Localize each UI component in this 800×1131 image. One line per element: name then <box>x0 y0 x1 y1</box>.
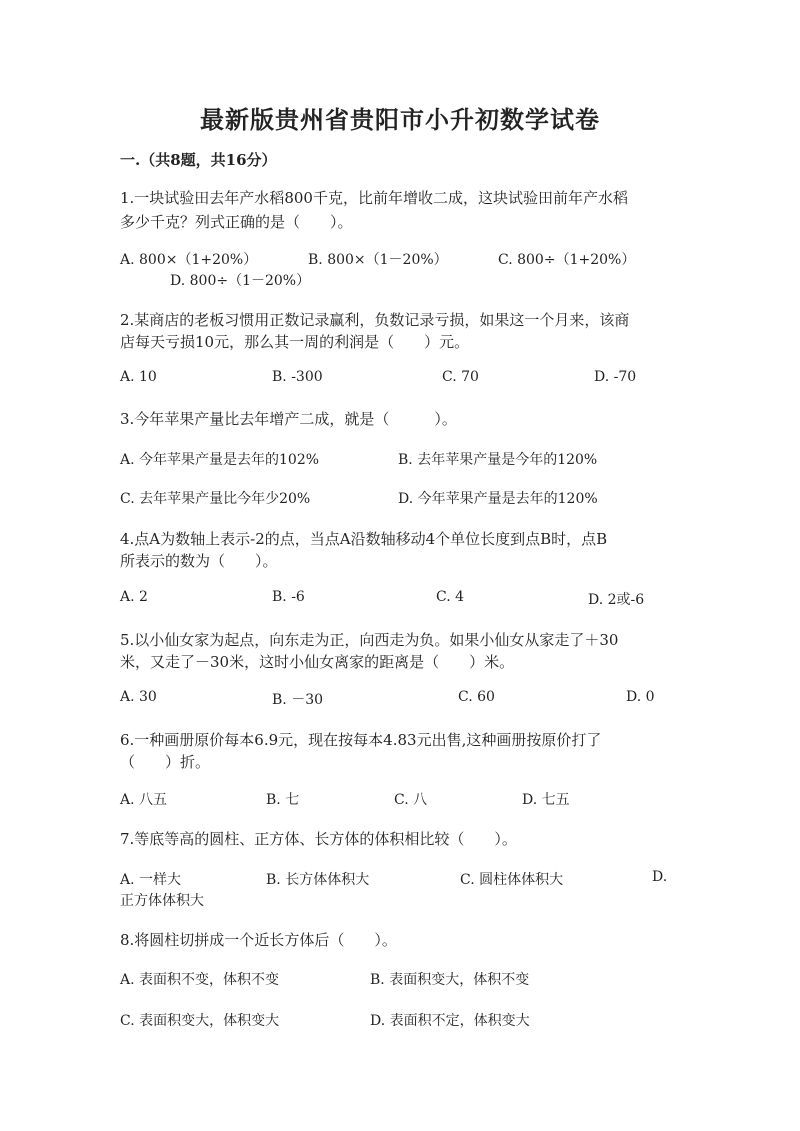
section-heading: 一.（共8题，共16分） <box>120 151 277 169</box>
question-7-option-b: B. 长方体体积大 <box>266 872 370 888</box>
question-4-option-c: C. 4 <box>436 589 465 605</box>
question-3-option-c: C. 去年苹果产量比今年少20% <box>120 491 311 507</box>
question-4-option-d: D. 2或-6 <box>588 592 645 608</box>
question-4-option-b: B. -6 <box>272 589 305 605</box>
question-5-text-line-2: 米，又走了－30米，这时小仙女离家的距离是（ ）米。 <box>120 653 515 671</box>
question-7-option-a: A. 一样大 <box>120 872 182 888</box>
question-6-option-d: D. 七五 <box>522 792 570 808</box>
question-6-option-a: A. 八五 <box>120 792 168 808</box>
question-1-text-line-1: 1.一块试验田去年产水稻800千克，比前年增收二成，这块试验田前年产水稻 <box>120 189 628 207</box>
question-8-option-d: D. 表面积不定，体积变大 <box>370 1013 530 1029</box>
question-2-option-a: A. 10 <box>120 369 157 385</box>
question-6-text-line-1: 6.一种画册原价每本6.9元，现在按每本4.83元出售,这种画册按原价打了 <box>120 731 602 749</box>
question-8-text-line-1: 8.将圆柱切拼成一个近长方体后（ ）。 <box>120 931 397 949</box>
question-6-text-line-2: （ ）折。 <box>120 753 211 771</box>
question-5-option-d: D. 0 <box>626 689 655 705</box>
question-8-option-a: A. 表面积不变，体积不变 <box>120 972 280 988</box>
question-7-option-c: C. 圆柱体体积大 <box>460 872 564 888</box>
question-4-text-line-2: 所表示的数为（ ）。 <box>120 552 278 570</box>
question-4-text-line-1: 4.点A为数轴上表示-2的点，当点A沿数轴移动4个单位长度到点B时，点B <box>120 530 608 548</box>
question-2-option-b: B. -300 <box>272 369 323 385</box>
question-2-option-c: C. 70 <box>442 369 479 385</box>
question-5-option-c: C. 60 <box>458 689 495 705</box>
question-1-option-a: A. 800×（1+20%） <box>120 252 258 268</box>
question-8-option-c: C. 表面积变大，体积变大 <box>120 1013 280 1029</box>
question-3-option-d: D. 今年苹果产量是去年的120% <box>398 491 598 507</box>
question-7-option-d-text: 正方体体积大 <box>120 893 204 909</box>
question-4-option-a: A. 2 <box>120 589 148 605</box>
question-5-option-a: A. 30 <box>120 689 157 705</box>
question-3-option-b: B. 去年苹果产量是今年的120% <box>398 452 598 468</box>
question-2-text-line-1: 2.某商店的老板习惯用正数记录赢利，负数记录亏损，如果这一个月来，该商 <box>120 311 630 329</box>
question-7-option-d-label: D. <box>652 869 668 885</box>
question-2-option-d: D. -70 <box>594 369 637 385</box>
question-1-option-b: B. 800×（1－20%） <box>308 252 448 268</box>
question-1-option-d: D. 800÷（1－20%） <box>170 273 311 289</box>
question-6-option-c: C. 八 <box>394 792 428 808</box>
question-1-text-line-2: 多少千克？列式正确的是（ ）。 <box>120 213 353 231</box>
question-5-text-line-1: 5.以小仙女家为起点，向东走为正，向西走为负。如果小仙女从家走了＋30 <box>120 631 619 649</box>
question-3-option-a: A. 今年苹果产量是去年的102% <box>120 452 320 468</box>
question-8-option-b: B. 表面积变大，体积不变 <box>370 972 530 988</box>
question-6-option-b: B. 七 <box>266 792 300 808</box>
question-1-option-c: C. 800÷（1+20%） <box>498 252 636 268</box>
question-3-text-line-1: 3.今年苹果产量比去年增产二成，就是（ ）。 <box>120 410 457 428</box>
question-5-option-b: B. －30 <box>272 692 324 708</box>
question-7-text-line-1: 7.等底等高的圆柱、正方体、长方体的体积相比较（ ）。 <box>120 830 517 848</box>
page-title: 最新版贵州省贵阳市小升初数学试卷 <box>200 105 600 134</box>
question-2-text-line-2: 店每天亏损10元，那么其一周的利润是（ ）元。 <box>120 333 470 351</box>
